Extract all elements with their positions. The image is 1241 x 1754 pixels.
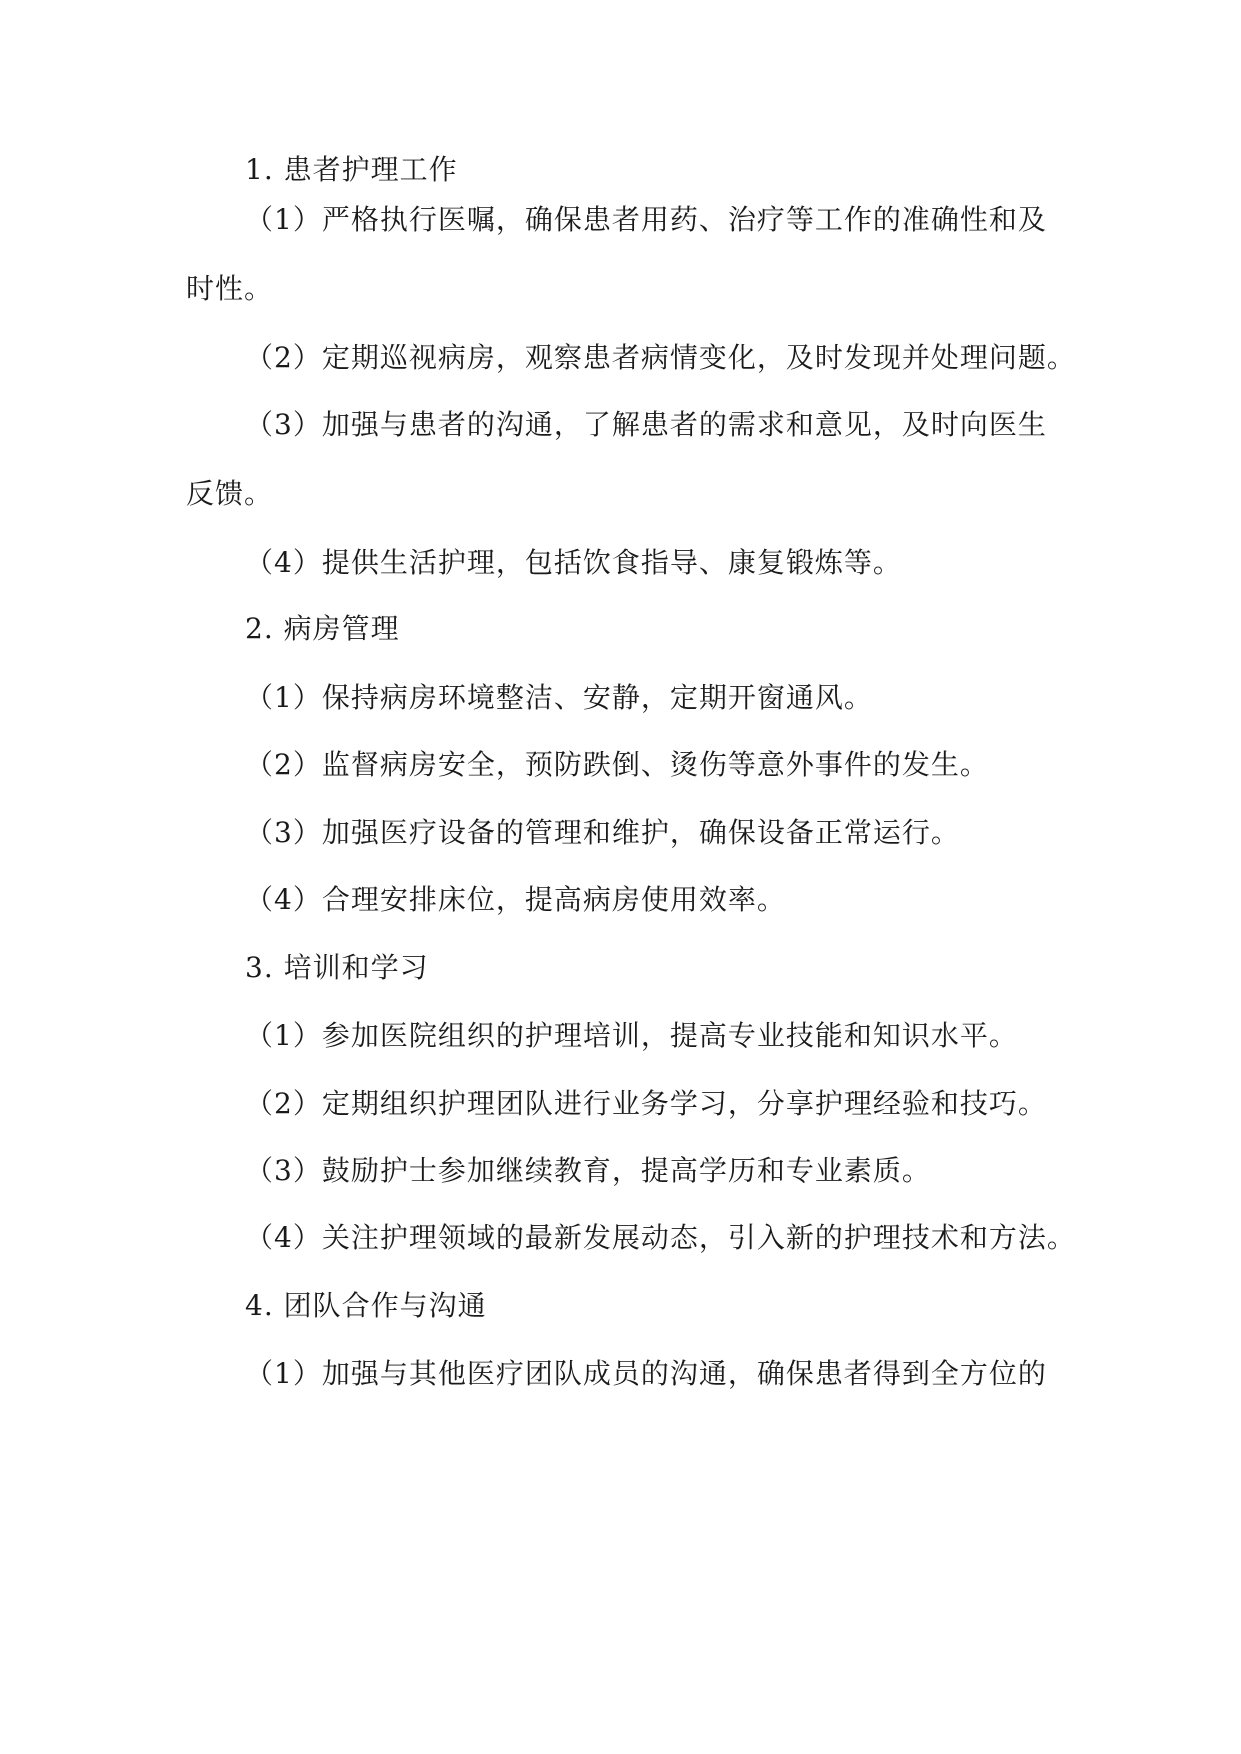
- list-item-line: （1）保持病房环境整洁、安静，定期开窗通风。: [245, 681, 873, 714]
- list-item-line: （1）加强与其他医疗团队成员的沟通，确保患者得到全方位的: [245, 1357, 1047, 1390]
- section-heading-2: 2. 病房管理: [245, 612, 400, 645]
- list-item-line: （4）关注护理领域的最新发展动态，引入新的护理技术和方法。: [245, 1221, 1076, 1254]
- list-item-line: （1）参加医院组织的护理培训，提高专业技能和知识水平。: [245, 1019, 1018, 1052]
- list-item-line: （3）加强与患者的沟通，了解患者的需求和意见，及时向医生: [245, 408, 1047, 441]
- list-item-line: （3）鼓励护士参加继续教育，提高学历和专业素质。: [245, 1154, 931, 1187]
- section-heading-4: 4. 团队合作与沟通: [245, 1289, 487, 1322]
- list-item-line: （3）加强医疗设备的管理和维护，确保设备正常运行。: [245, 816, 960, 849]
- list-item-continuation: 时性。: [186, 272, 274, 305]
- list-item-continuation: 反馈。: [186, 477, 274, 510]
- list-item-line: （4）提供生活护理，包括饮食指导、康复锻炼等。: [245, 546, 902, 579]
- list-item-line: （2）定期巡视病房，观察患者病情变化，及时发现并处理问题。: [245, 341, 1076, 374]
- list-item-line: （2）监督病房安全，预防跌倒、烫伤等意外事件的发生。: [245, 748, 989, 781]
- section-heading-1: 1. 患者护理工作: [245, 153, 458, 186]
- section-heading-3: 3. 培训和学习: [245, 951, 429, 984]
- list-item-line: （2）定期组织护理团队进行业务学习，分享护理经验和技巧。: [245, 1087, 1047, 1120]
- list-item-line: （4）合理安排床位，提高病房使用效率。: [245, 883, 786, 916]
- list-item-line: （1）严格执行医嘱，确保患者用药、治疗等工作的准确性和及: [245, 203, 1047, 236]
